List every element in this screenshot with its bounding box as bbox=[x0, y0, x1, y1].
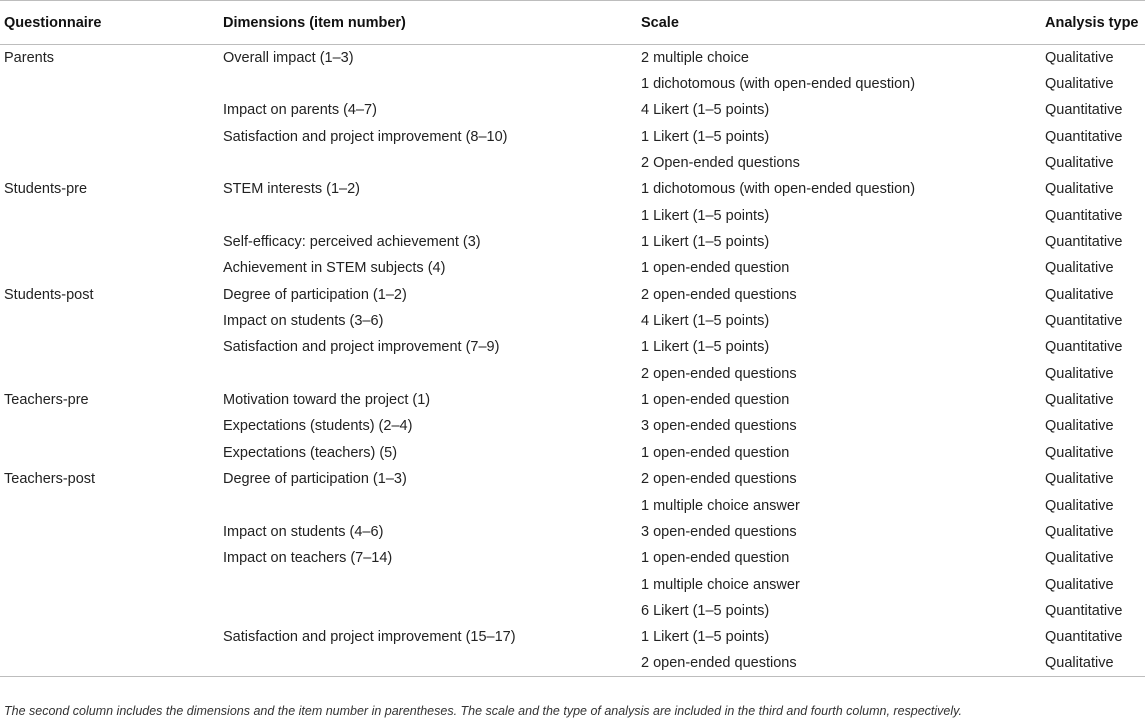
cell-questionnaire bbox=[0, 334, 219, 360]
cell-analysis-type: Qualitative bbox=[1045, 471, 1114, 488]
table-row bbox=[0, 624, 1145, 650]
cell-analysis-type: Quantitative bbox=[1045, 102, 1123, 119]
cell-questionnaire bbox=[0, 124, 219, 150]
table-row bbox=[0, 229, 1145, 255]
cell-dimensions bbox=[219, 650, 637, 676]
cell-analysis-type: Qualitative bbox=[1045, 550, 1114, 567]
cell-scale: 3 open-ended questions bbox=[641, 523, 797, 540]
cell-questionnaire bbox=[0, 413, 219, 439]
table-row bbox=[0, 150, 1145, 176]
table-row bbox=[0, 255, 1145, 281]
header-questionnaire: Questionnaire bbox=[0, 1, 219, 45]
table-row bbox=[0, 571, 1145, 597]
table-row bbox=[0, 650, 1145, 676]
cell-questionnaire bbox=[0, 97, 219, 123]
cell-dimensions: Satisfaction and project improvement (7–9) bbox=[223, 339, 500, 356]
cell-analysis-type: Qualitative bbox=[1041, 650, 1145, 676]
cell-analysis-type: Qualitative bbox=[1045, 497, 1114, 514]
table-row bbox=[0, 203, 1145, 229]
table-body bbox=[0, 45, 1145, 677]
cell-dimensions: Expectations (teachers) (5) bbox=[223, 444, 398, 461]
cell-scale: 1 multiple choice answer bbox=[641, 576, 800, 593]
cell-analysis-type: Qualitative bbox=[1045, 49, 1114, 66]
cell-analysis-type: Quantitative bbox=[1045, 629, 1123, 646]
cell-questionnaire bbox=[0, 492, 219, 518]
cell-questionnaire bbox=[0, 229, 219, 255]
cell-scale: 3 open-ended questions bbox=[641, 418, 797, 435]
table-row bbox=[0, 545, 1145, 571]
cell-dimensions bbox=[219, 598, 637, 624]
cell-scale: 2 open-ended questions bbox=[641, 471, 797, 488]
cell-scale: 1 Likert (1–5 points) bbox=[641, 629, 770, 646]
cell-questionnaire: Parents bbox=[4, 49, 54, 66]
cell-scale: 1 Likert (1–5 points) bbox=[641, 234, 770, 251]
cell-scale: 1 open-ended question bbox=[641, 260, 790, 277]
cell-analysis-type: Qualitative bbox=[1045, 155, 1114, 172]
cell-analysis-type: Qualitative bbox=[1045, 418, 1114, 435]
cell-analysis-type: Qualitative bbox=[1045, 286, 1114, 303]
cell-scale: 2 open-ended questions bbox=[641, 286, 797, 303]
cell-questionnaire bbox=[0, 255, 219, 281]
table-row bbox=[0, 71, 1145, 97]
cell-questionnaire: Students-pre bbox=[4, 181, 88, 198]
cell-dimensions: Impact on parents (4–7) bbox=[223, 102, 377, 119]
cell-scale: 2 multiple choice bbox=[641, 49, 749, 66]
cell-dimensions bbox=[219, 492, 637, 518]
cell-dimensions: Impact on students (4–6) bbox=[223, 523, 384, 540]
header-scale: Scale bbox=[637, 1, 1041, 45]
cell-analysis-type: Qualitative bbox=[1045, 181, 1114, 198]
header-analysis-type: Analysis type bbox=[1041, 1, 1145, 45]
cell-analysis-type: Quantitative bbox=[1045, 234, 1123, 251]
cell-analysis-type: Qualitative bbox=[1045, 76, 1114, 93]
cell-scale: 1 multiple choice answer bbox=[641, 497, 800, 514]
table-row bbox=[0, 413, 1145, 439]
cell-dimensions bbox=[219, 361, 637, 387]
table-row bbox=[0, 598, 1145, 624]
cell-dimensions: Degree of participation (1–2) bbox=[223, 286, 407, 303]
table-row bbox=[0, 361, 1145, 387]
cell-scale: 1 dichotomous (with open-ended question) bbox=[641, 181, 916, 198]
cell-dimensions: Self-efficacy: perceived achievement (3) bbox=[223, 234, 481, 251]
cell-scale: 4 Likert (1–5 points) bbox=[641, 102, 770, 119]
cell-dimensions bbox=[219, 571, 637, 597]
cell-scale: 4 Likert (1–5 points) bbox=[641, 313, 770, 330]
cell-questionnaire bbox=[0, 308, 219, 334]
header-dimensions: Dimensions (item number) bbox=[219, 1, 637, 45]
table-row bbox=[0, 97, 1145, 123]
cell-scale: 1 dichotomous (with open-ended question) bbox=[641, 76, 916, 93]
table-row bbox=[0, 282, 1145, 308]
cell-questionnaire bbox=[0, 71, 219, 97]
cell-analysis-type: Quantitative bbox=[1045, 128, 1123, 145]
cell-questionnaire bbox=[0, 519, 219, 545]
cell-dimensions bbox=[219, 203, 637, 229]
cell-questionnaire: Teachers-post bbox=[4, 471, 96, 488]
cell-dimensions bbox=[219, 150, 637, 176]
table-row bbox=[0, 387, 1145, 413]
cell-dimensions: Satisfaction and project improvement (15–17) bbox=[223, 629, 516, 646]
cell-dimensions: Satisfaction and project improvement (8–10) bbox=[223, 128, 508, 145]
cell-analysis-type: Qualitative bbox=[1045, 260, 1114, 277]
table-header bbox=[0, 1, 1145, 45]
cell-analysis-type: Quantitative bbox=[1045, 339, 1123, 356]
cell-analysis-type: Qualitative bbox=[1045, 365, 1114, 382]
table-footnote: The second column includes the dimensions and the item number in parentheses. The scale and the type of analysis are included in the third and fourth column, respectively. bbox=[4, 704, 962, 718]
cell-dimensions: Impact on teachers (7–14) bbox=[223, 550, 393, 567]
cell-questionnaire bbox=[0, 624, 219, 650]
cell-scale: 1 Likert (1–5 points) bbox=[641, 339, 770, 356]
cell-scale: 2 Open-ended questions bbox=[641, 155, 800, 172]
table-row bbox=[0, 45, 1145, 71]
cell-scale: 2 open-ended questions bbox=[637, 650, 1041, 676]
cell-analysis-type: Qualitative bbox=[1045, 576, 1114, 593]
cell-dimensions bbox=[219, 71, 637, 97]
table-row bbox=[0, 124, 1145, 150]
cell-dimensions: Motivation toward the project (1) bbox=[223, 392, 431, 409]
cell-questionnaire: Teachers-pre bbox=[4, 392, 89, 409]
table-row bbox=[0, 334, 1145, 360]
cell-questionnaire bbox=[0, 361, 219, 387]
cell-questionnaire: Students-post bbox=[4, 286, 94, 303]
cell-scale: 1 open-ended question bbox=[641, 550, 790, 567]
cell-dimensions: Impact on students (3–6) bbox=[223, 313, 384, 330]
cell-analysis-type: Qualitative bbox=[1045, 444, 1114, 461]
cell-analysis-type: Qualitative bbox=[1045, 523, 1114, 540]
cell-analysis-type: Quantitative bbox=[1045, 602, 1123, 619]
cell-dimensions: STEM interests (1–2) bbox=[223, 181, 360, 198]
table-row bbox=[0, 308, 1145, 334]
cell-analysis-type: Quantitative bbox=[1045, 207, 1123, 224]
cell-questionnaire bbox=[0, 598, 219, 624]
table-row bbox=[0, 492, 1145, 518]
cell-dimensions: Achievement in STEM subjects (4) bbox=[223, 260, 446, 277]
cell-scale: 1 Likert (1–5 points) bbox=[641, 207, 770, 224]
cell-scale: 1 open-ended question bbox=[641, 444, 790, 461]
cell-scale: 2 open-ended questions bbox=[641, 365, 797, 382]
cell-questionnaire bbox=[0, 150, 219, 176]
cell-analysis-type: Qualitative bbox=[1045, 392, 1114, 409]
cell-dimensions: Expectations (students) (2–4) bbox=[223, 418, 413, 435]
cell-scale: 6 Likert (1–5 points) bbox=[641, 602, 770, 619]
cell-questionnaire bbox=[0, 440, 219, 466]
table-row bbox=[0, 176, 1145, 202]
cell-scale: 1 Likert (1–5 points) bbox=[641, 128, 770, 145]
cell-dimensions: Overall impact (1–3) bbox=[223, 49, 354, 66]
cell-analysis-type: Quantitative bbox=[1045, 313, 1123, 330]
cell-questionnaire bbox=[0, 545, 219, 571]
table-row bbox=[0, 466, 1145, 492]
cell-questionnaire bbox=[0, 650, 219, 676]
cell-scale: 1 open-ended question bbox=[641, 392, 790, 409]
cell-questionnaire bbox=[0, 203, 219, 229]
cell-questionnaire bbox=[0, 571, 219, 597]
table-row bbox=[0, 519, 1145, 545]
header-row bbox=[0, 1, 1145, 45]
cell-dimensions: Degree of participation (1–3) bbox=[223, 471, 407, 488]
table-row bbox=[0, 440, 1145, 466]
